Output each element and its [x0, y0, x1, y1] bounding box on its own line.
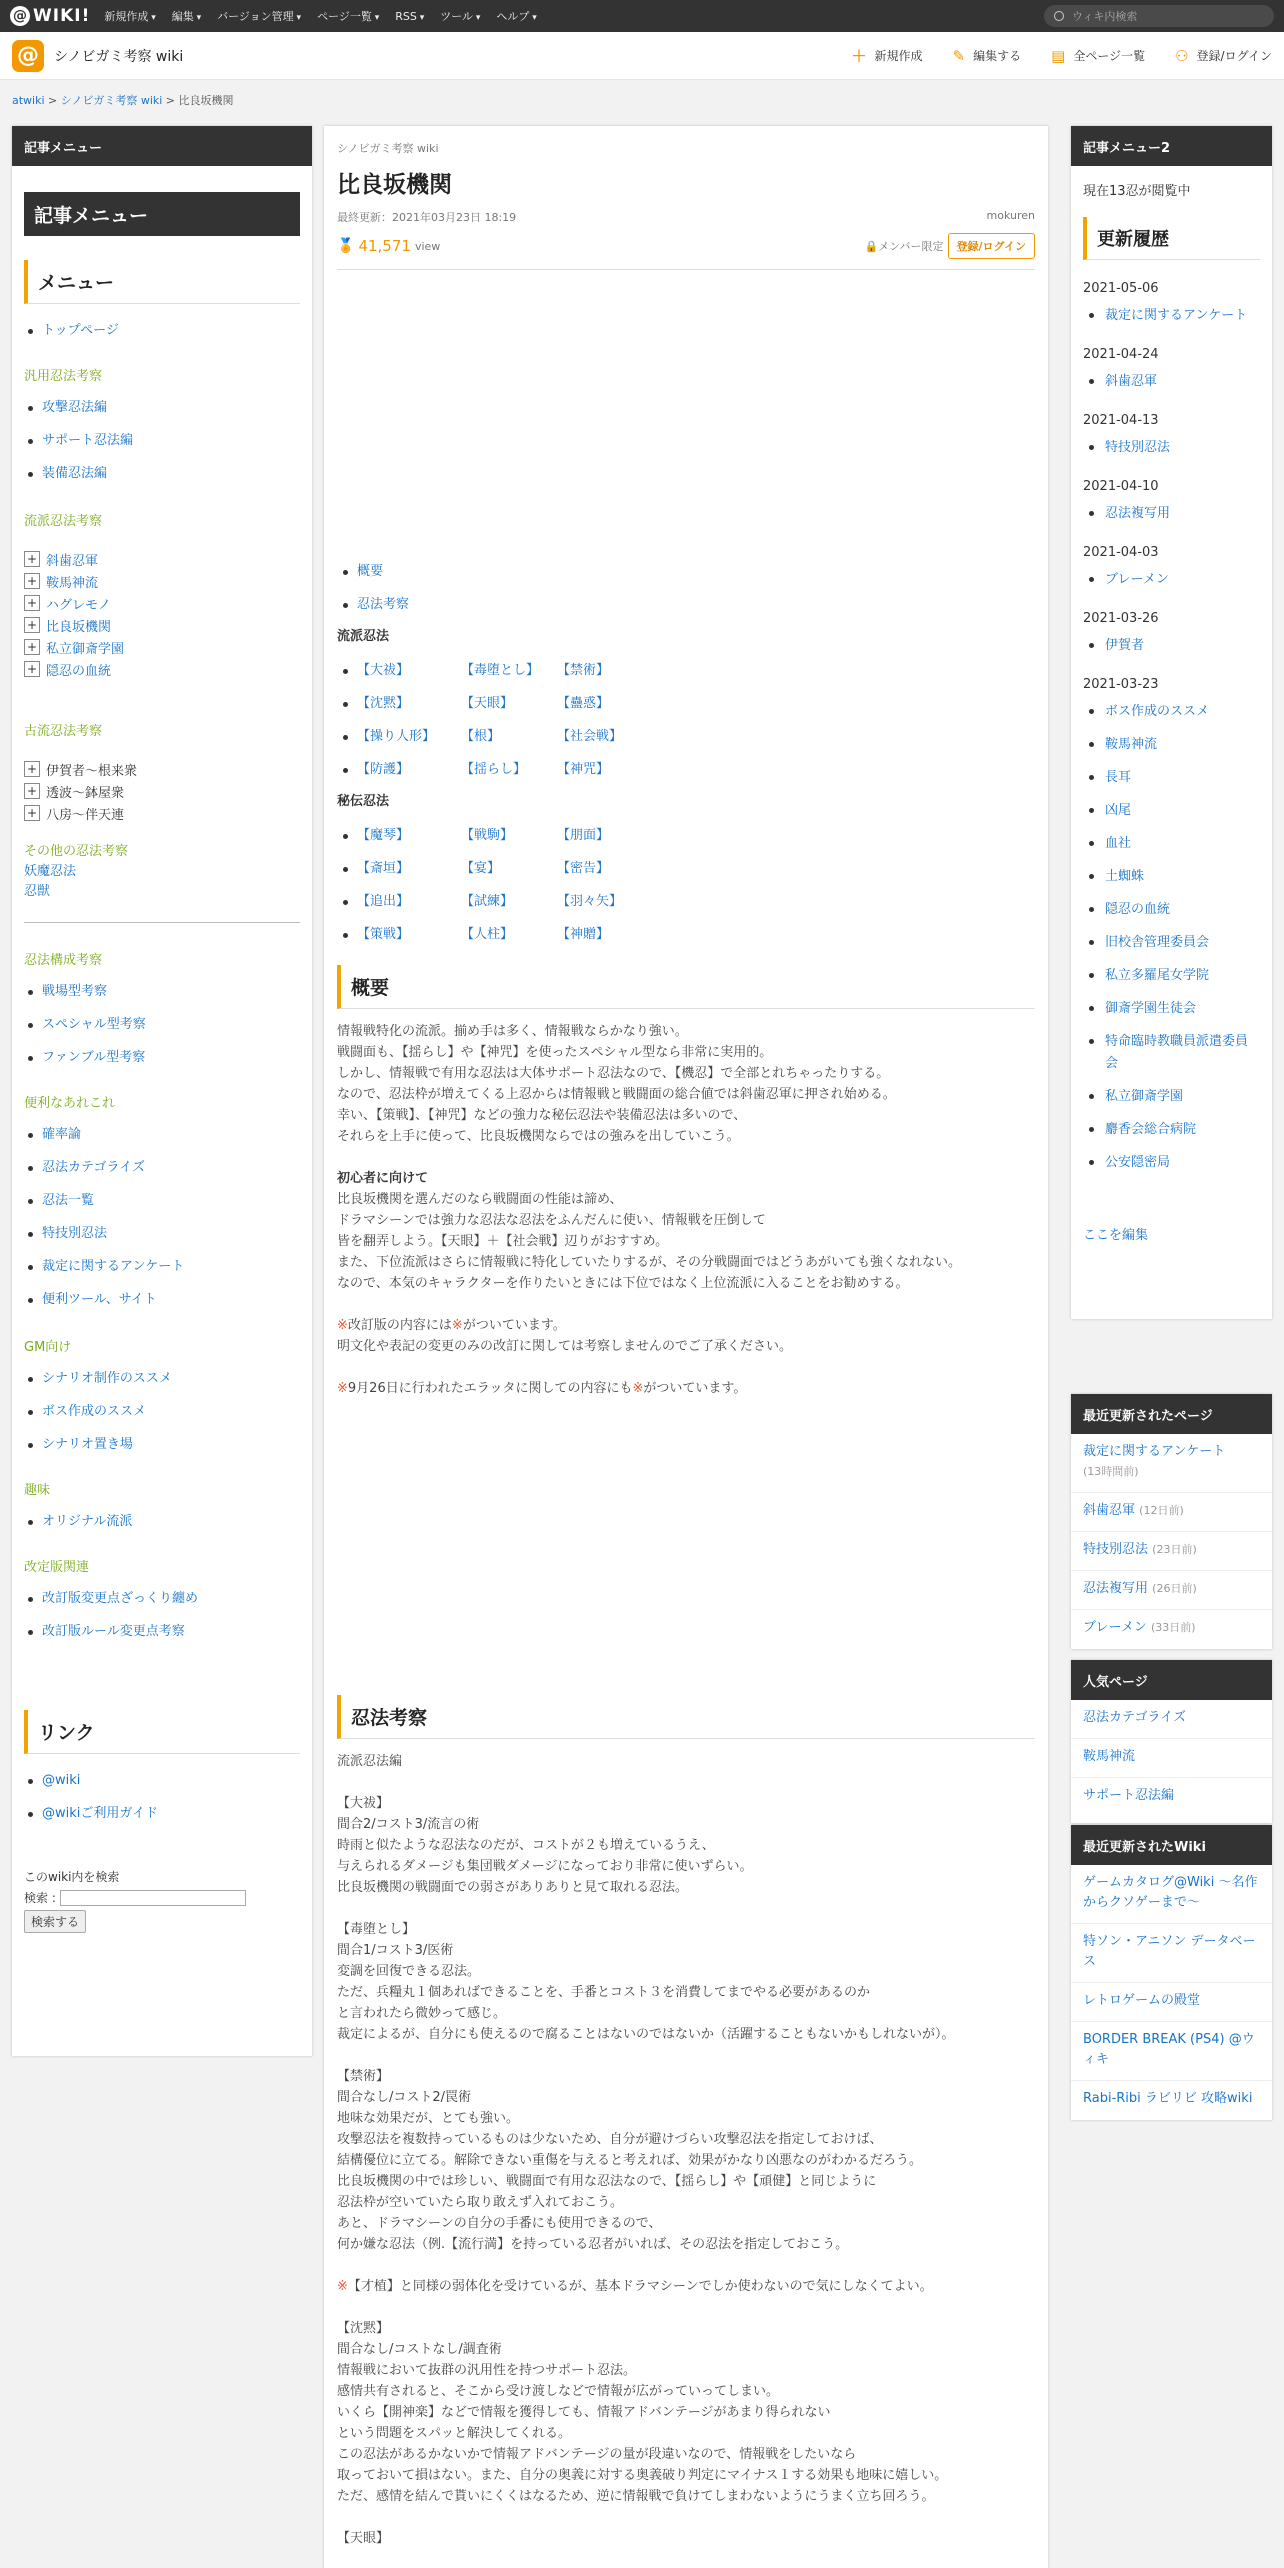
history-link[interactable]: 特技別忍法: [1105, 440, 1171, 455]
school-heading[interactable]: 流派忍法考察: [24, 514, 103, 529]
history-link[interactable]: 伊賀者: [1105, 638, 1145, 653]
popular-page-item[interactable]: 鞍馬神流: [1071, 1739, 1272, 1778]
ad-space: [337, 270, 1035, 555]
user-add-icon: ⚇: [1175, 46, 1189, 65]
atwiki-logo[interactable]: @ WIKI!: [10, 6, 90, 26]
nav-build-2[interactable]: ファンブル型考察: [42, 1050, 146, 1065]
popular-page-item[interactable]: 忍法カテゴライズ: [1071, 1700, 1272, 1739]
wiki-name-label: シノビガミ考察 wiki: [337, 142, 439, 155]
nav-gm-1[interactable]: ボス作成のススメ: [42, 1404, 147, 1419]
last-updated: 最終更新：2021年03月23日 18:19: [337, 211, 517, 224]
nav-build-0[interactable]: 戦場型考察: [42, 984, 108, 999]
wiki-search-label: 検索 :: [24, 1891, 56, 1905]
page-title: 比良坂機関: [337, 172, 452, 198]
history-link[interactable]: 忍法複写用: [1105, 506, 1171, 521]
toc-overview[interactable]: 概要: [357, 564, 384, 579]
recent-page-item[interactable]: 忍法複写用 (26日前): [1071, 1571, 1272, 1610]
ad-space-2: [337, 1399, 1035, 1681]
nav-useful-3[interactable]: 特技別忍法: [42, 1226, 108, 1241]
entry-name: 【毒堕とし】: [337, 1922, 416, 1937]
history-link[interactable]: 土蜘蛛: [1105, 869, 1145, 884]
expand-icon[interactable]: +: [24, 595, 40, 611]
menu-tools[interactable]: ツール ▾: [440, 8, 480, 24]
ancient-heading[interactable]: 古流忍法考察: [24, 724, 103, 739]
recent-wiki-item[interactable]: ゲームカタログ@Wiki ～名作からクソゲーまで～: [1071, 1865, 1272, 1924]
toc-ninpo[interactable]: 忍法考察: [357, 597, 410, 612]
register-login-button[interactable]: 登録/ログイン: [948, 233, 1035, 259]
expand-icon[interactable]: +: [24, 661, 40, 677]
entry-name: 【禁術】: [337, 2069, 390, 2084]
other-heading[interactable]: その他の忍法考察: [24, 844, 129, 859]
history-link[interactable]: 私立御斎学園: [1105, 1089, 1184, 1104]
nav-useful-2[interactable]: 忍法一覧: [42, 1193, 95, 1208]
breadcrumb-current: 比良坂機関: [178, 94, 234, 107]
beginner-heading: 初心者に向けて: [337, 1171, 429, 1186]
history-link[interactable]: 麝香会総合病院: [1105, 1122, 1197, 1137]
divider: [24, 922, 300, 923]
recent-wiki-item[interactable]: BORDER BREAK (PS4) @ウィキ: [1071, 2022, 1272, 2081]
author: mokuren: [986, 209, 1035, 222]
school-ninpo-grid: 【大祓】 【毒堕とし】 【禁術】 【沈黙】 【天眼】 【蠱惑】 【操り人形】 【根】 【社会戦】 【防護】 【揺らし】 【神咒】: [337, 654, 1035, 786]
overview-text: 情報戦特化の流派。揃め手は多く、情報戦ならかなり強い。 戦闘面も、【揺らし】や【神咒】を使ったスペシャル型なら非常に実用的。 しかし、情報戦で有用な忍法は大体サポート忍法なので、【機忍】で全部とれちゃったりする。 なので、忍法枠が増えてくる上忍からは情報戦と戦闘面の総合値では斜歯忍軍に押され始める。 幸い、【策戦】、【神咒】などの強力な秘伝忍法や装備忍法は多いので、 それらを上手に使って、比良坂機関ならではの強みを出していこう。 初心者に向けて 比良坂機関を選んだのなら戦闘面の性能は諦め、 ドラマシーンでは強力な忍法な忍法をふんだんに使い、情報戦を圧倒して 皆を翻弄しよう。【天眼】＋【社会戦】辺りがおすすめ。 また、下位流派はさらに情報戦に特化していたりするが、その分戦闘面ではどうあがいても強くなれない。 なので、本気のキャラクターを作りたいときには下位ではなく上位流派に入ることをお勧めする。 ※改訂版の内容には※がついています。 明文化や表記の変更のみの改訂に関しては考察しませんのでご了承ください。 ※9月26日に行われたエラッタに関しての内容にも※がついています。: [337, 1021, 1035, 1399]
menu-edit[interactable]: 編集 ▾: [172, 8, 201, 24]
school-item[interactable]: + 私立御斎学園: [24, 636, 300, 658]
school-item[interactable]: + 斜歯忍軍: [24, 548, 300, 570]
nav-rev-0[interactable]: 改訂版変更点ざっくり纏め: [42, 1591, 199, 1606]
expand-icon[interactable]: +: [24, 761, 40, 777]
secret-ninpo-grid: 【魔琴】 【戦駒】 【朋面】 【斎垣】 【宴】 【密告】 【追出】 【試練】 【羽々矢】 【策戦】 【人柱】 【神贈】: [337, 819, 1035, 951]
nav-rev-1[interactable]: 改訂版ルール変更点考察: [42, 1624, 185, 1639]
recent-page-item[interactable]: 特技別忍法 (23日前): [1071, 1532, 1272, 1571]
menu-version[interactable]: バージョン管理 ▾: [217, 8, 301, 24]
entry-name: 【大祓】: [337, 1796, 390, 1811]
all-pages-button[interactable]: ▤ 全ページ一覧: [1051, 46, 1146, 65]
menu-heading: メニュー: [24, 260, 300, 304]
nav-top-page[interactable]: トップページ: [42, 323, 119, 338]
history-link[interactable]: 裁定に関するアンケート: [1105, 308, 1248, 323]
ancient-item[interactable]: + 八房～伴天連: [24, 802, 300, 824]
overview-heading: 概要: [337, 965, 1035, 1009]
new-page-button[interactable]: ＋ 新規作成: [851, 47, 923, 65]
school-ninpo-label: 流派忍法: [337, 629, 390, 644]
history-link[interactable]: 血社: [1105, 836, 1132, 851]
table-of-contents: [337, 555, 1035, 621]
menu-pages[interactable]: ページ一覧 ▾: [317, 8, 379, 24]
school-item[interactable]: + 比良坂機関: [24, 614, 300, 636]
menu-rss[interactable]: RSS ▾: [395, 10, 424, 23]
general-heading[interactable]: 汎用忍法考察: [24, 369, 103, 384]
history-link[interactable]: 公安隠密局: [1105, 1155, 1171, 1170]
history-heading: 更新履歴: [1083, 217, 1260, 260]
recent-page-item[interactable]: 裁定に関するアンケート (13時間前): [1071, 1434, 1272, 1493]
link-atwiki[interactable]: @wiki: [42, 1773, 81, 1788]
ninpo-text: 流派忍法編 【大祓】 間合2/コスト3/流言の術 時雨と似たような忍法なのだが、コストが２も増えているうえ、 与えられるダメージも集団戦ダメージになっており非常に使いずらい。 比良坂機関の戦闘面での弱さがありありと見て取れる忍法。 【毒堕とし】 間合1/コスト3/医術 変調を回復できる忍法。 ただ、兵糧丸１個あればできることを、手番とコスト３を消費してまでやる必要があるのか と言われたら微妙って感じ。 裁定によるが、自分にも使えるので腐ることはないのではないか（活躍することもないかもしれないが）。 【禁術】 間合なし/コスト2/罠術 地味な効果だが、とても強い。 攻撃忍法を複数持っているものは少ないため、自分が避けづらい攻撃忍法を指定しておけば、 結構優位に立てる。解除できない重傷を与えると考えれば、効果がかなり凶悪なのがわかるだろう。 比良坂機関の中では珍しい、戦闘面で有用な忍法なので、【揺らし】や【頑健】と同じように 忍法枠が空いていたら取り敢えず入れておこう。 あと、ドラマシーンの自分の手番にも使用できるので、 何か嫌な忍法（例.【流行満】を持っている忍者がいれば、その忍法を指定しておこう。 ※【才植】と同様の弱体化を受けているが、基本ドラマシーンでしか使わないので気にしなくてよい。 【沈黙】 間合なし/コストなし/調査術 情報戦において抜群の汎用性を持つサポート忍法。 感情共有されると、そこから受け渡しなどで情報が広がっていってしまい。 いくら【開神楽】などで情報を獲得しても、情報アドバンテージがあまり得られない という問題をスパッと解決してくれる。 この忍法があるかないかで情報アドバンテージの量が段違いなので、情報戦をしたいなら 取っておいて損はない。また、自分の奥義に対する奥義破り判定にマイナス１する効果も地味に嬉しい。 ただ、感情を結んで貰いにくくはなるため、逆に情報戦で負けてしまわないようにうまく立ち回ろう。 【天眼】: [337, 1751, 1035, 2549]
rev-heading[interactable]: 改定版関連: [24, 1560, 90, 1575]
plus-icon: ＋: [851, 47, 867, 65]
history-link[interactable]: 鞍馬神流: [1105, 737, 1158, 752]
wiki-search-input[interactable]: ウィキ内検索: [1044, 5, 1274, 27]
lock-icon: 🔒: [864, 239, 879, 253]
right-sidebar: 記事メニュー2 現在13忍が閲覧中 更新履歴 2021-05-06 裁定に関するアンケート 2021-04-24 斜歯忍軍 2021-04-13 特技別忍法 2021-04-10 忍法複写用 2021-04-03 ブレーメン 2021-03-26 伊賀者 2021-03-23 ボス作成のススメ 鞍馬神流 長耳 凶尾 血社 土蜘蛛 隠忍の血統 旧校舎管理委員会 私立多羅尾女学院 御斎学園生徒会 特命臨時教職員派遣委員会 私立御斎学園 麝香会総合病院 公安隠密局 ここを編集: [1071, 126, 1272, 1319]
pages-icon: ▤: [1051, 46, 1066, 65]
recent-wiki-item[interactable]: レトロゲームの殿堂: [1071, 1983, 1272, 2022]
expand-icon[interactable]: +: [24, 783, 40, 799]
ancient-item[interactable]: + 透波～鉢屋衆: [24, 780, 300, 802]
nav-hobby-0[interactable]: オリジナル流派: [42, 1514, 133, 1529]
nav-useful-1[interactable]: 忍法カテゴライズ: [42, 1160, 145, 1175]
nav-other-1[interactable]: 忍獣: [24, 884, 51, 899]
expand-icon[interactable]: +: [24, 551, 40, 567]
left-sidebar: [12, 126, 312, 2056]
nav-useful-4[interactable]: 裁定に関するアンケート: [42, 1259, 185, 1274]
nav-build-1[interactable]: スペシャル型考察: [42, 1017, 146, 1032]
popular-pages-header: 人気ページ: [1071, 1660, 1272, 1700]
menu-help[interactable]: ヘルプ ▾: [496, 8, 536, 24]
history-link[interactable]: 旧校舎管理委員会: [1105, 935, 1210, 950]
history-link[interactable]: 隠忍の血統: [1105, 902, 1171, 917]
nav-useful-5[interactable]: 便利ツール、サイト: [42, 1292, 157, 1307]
menu-new[interactable]: 新規作成 ▾: [104, 8, 155, 24]
main-content: シノビガミ考察 wiki 比良坂機関 最終更新：2021年03月23日 18:19 mokuren 🏅 41,571 view 🔒 メンバー限定 登録/ログイン 概要 忍法考察 流派忍法 【大祓】 【毒堕とし】 【禁術】 【沈黙】 【天眼】 【蠱惑】 【操り人形】 【根】 【社会戦】 【防護】 【揺らし】 【神咒】 秘伝忍法 【魔琴】 【戦駒】 【朋面】 【斎垣】 【宴】 【密告】 【追出】 【試練】 【羽々矢】 【策戦】 【人柱】 【神贈】 概要 情報戦特化の流派。揃め手は多く、情報戦ならかなり強い。 戦闘面も、【揺らし】や【神咒】を使ったスペシャル型なら非常に実用的。 しかし、情報戦で有用な忍法は大体サポート忍法なので、【機忍】で全部とれちゃったりする。 なので、忍法枠が増えてくる上忍からは情報戦と戦闘面の総合値では斜歯忍軍に押され始める。 幸い、【策戦】、【神咒】などの強力な秘伝忍法や装備忍法は多いので、 それらを上手に使って、比良坂機関ならではの強みを出していこう。 初心者に向けて 比良坂機関を選んだのなら戦闘面の性能は諦め、 ドラマシーンでは強力な忍法な忍法をふんだんに使い、情報戦を圧倒して 皆を翻弄しよう。【天眼】＋【社会戦】辺りがおすすめ。 また、下位流派はさらに情報戦に特化していたりするが、その分戦闘面ではどうあがいても強くなれない。 なので、本気のキャラクターを作りたいときには下位ではなく上位流派に入ることをお勧めする。 ※改訂版の内容には※がついています。 明文化や表記の変更のみの改訂に関しては考察しませんのでご了承ください。 ※9月26日に行われたエラッタに関しての内容にも※がついています。 忍法考察 流派忍法編 【大祓】 間合2/コスト3/流言の術 時雨と似たような忍法なのだが、コストが２も増えているうえ、 与えられるダメージも集団戦ダメージになっており非常に使いずらい。 比良坂機関の戦闘面での弱さがありありと見て取れる忍法。 【毒堕とし】 間合1/コスト3/医術 変調を回復できる忍法。 ただ、兵糧丸１個あればできることを、手番とコスト３を消費してまでやる必要があるのか と言われたら微妙って感じ。 裁定によるが、自分にも使えるので腐ることはないのではないか（活躍することもないかもしれないが）。 【禁術】 間合なし/コスト2/罠術 地味な効果だが、とても強い。 攻撃忍法を複数持っているものは少ないため、自分が避けづらい攻撃忍法を指定しておけば、 結構優位に立てる。解除できない重傷を与えると考えれば、効果がかなり凶悪なのがわかるだろう。 比良坂機関の中では珍しい、戦闘面で有用な忍法なので、【揺らし】や【頑健】と同じように 忍法枠が空いていたら取り敢えず入れておこう。 あと、ドラマシーンの自分の手番にも使用できるので、 何か嫌な忍法（例.【流行満】を持っている忍者がいれば、その忍法を指定しておこう。 ※【才植】と同様の弱体化を受けているが、基本ドラマシーンでしか使わないので気にしなくてよい。 【沈黙】 間合なし/コストなし/調査術 情報戦において抜群の汎用性を持つサポート忍法。 感情共有されると、そこから受け渡しなどで情報が広がっていってしまい。 いくら【開神楽】などで情報を獲得しても、情報アドバンテージがあまり得られない という問題をスパッと解決してくれる。 この忍法があるかないかで情報アドバンテージの量が段違いなので、情報戦をしたいなら 取っておいて損はない。また、自分の奥義に対する奥義破り判定にマイナス１する効果も地味に嬉しい。 ただ、感情を結んで貰いにくくはなるため、逆に情報戦で負けてしまわないようにうまく立ち回ろう。 【天眼】: [324, 126, 1048, 2568]
nav-gm-2[interactable]: シナリオ置き場: [42, 1437, 133, 1452]
ancient-item[interactable]: + 伊賀者～根来衆: [24, 758, 300, 780]
link-heading: リンク: [24, 1710, 300, 1754]
edit-button[interactable]: ✎ 編集する: [952, 46, 1022, 65]
entry-name: 【天眼】: [337, 2531, 390, 2546]
history-link[interactable]: 特命臨時教職員派遣委員会: [1105, 1034, 1249, 1071]
global-navbar: [0, 0, 1284, 32]
view-count-icon: 🏅: [337, 238, 355, 254]
entry-name: 【沈黙】: [337, 2321, 390, 2336]
gm-heading[interactable]: GM向け: [24, 1340, 72, 1355]
view-count: 41,571: [358, 237, 411, 255]
history-link[interactable]: ブレーメン: [1105, 572, 1169, 587]
nav-general-0[interactable]: 攻撃忍法編: [42, 400, 108, 415]
hobby-heading[interactable]: 趣味: [24, 1483, 51, 1498]
school-item[interactable]: + 隠忍の血統: [24, 658, 300, 680]
popular-page-item[interactable]: サポート忍法編: [1083, 1788, 1175, 1803]
recent-pages-panel: [1071, 1394, 1272, 1649]
recent-pages-header: 最近更新されたページ: [1071, 1394, 1272, 1434]
recent-wiki-item[interactable]: Rabi-Ribi ラビリビ 攻略wiki: [1083, 2091, 1253, 2106]
recent-wiki-item[interactable]: 特ソン・アニソン データベース: [1071, 1924, 1272, 1983]
nav-general-1[interactable]: サポート忍法編: [42, 433, 134, 448]
site-header: [0, 32, 1284, 80]
history-link[interactable]: 私立多羅尾女学院: [1105, 968, 1210, 983]
site-name[interactable]: シノビガミ考察 wiki: [54, 48, 184, 65]
wiki-search-button[interactable]: 検索する: [24, 1910, 86, 1933]
history-link[interactable]: 長耳: [1105, 770, 1132, 785]
history-link[interactable]: ボス作成のススメ: [1105, 704, 1210, 719]
nav-general-2[interactable]: 装備忍法編: [42, 466, 108, 481]
recent-wikis-panel: [1071, 1825, 1272, 2120]
nav-useful-0[interactable]: 確率論: [42, 1127, 82, 1142]
secret-ninpo-label: 秘伝忍法: [337, 794, 390, 809]
recent-wikis-header: 最近更新されたWiki: [1071, 1825, 1272, 1865]
breadcrumb: atwiki > シノビガミ考察 wiki > 比良坂機関: [12, 94, 234, 107]
login-button[interactable]: ⚇ 登録/ログイン: [1175, 46, 1272, 65]
expand-icon[interactable]: +: [24, 639, 40, 655]
history-link[interactable]: 凶尾: [1105, 803, 1132, 818]
nav-gm-0[interactable]: シナリオ制作のススメ: [42, 1371, 172, 1386]
pencil-icon: ✎: [952, 46, 966, 65]
wiki-search-title: このwiki内を検索: [24, 1870, 120, 1884]
school-item[interactable]: + 鞍馬神流: [24, 570, 300, 592]
popular-pages-panel: [1071, 1660, 1272, 1823]
useful-heading[interactable]: 便利なあれこれ: [24, 1096, 116, 1111]
recent-page-item[interactable]: 斜歯忍軍 (12日前): [1071, 1493, 1272, 1532]
history-link[interactable]: 御斎学園生徒会: [1105, 1001, 1197, 1016]
nav-other-0[interactable]: 妖魔忍法: [24, 864, 77, 879]
build-heading[interactable]: 忍法構成考察: [24, 953, 103, 968]
breadcrumb-atwiki[interactable]: atwiki: [12, 94, 45, 107]
search-icon: [1054, 11, 1064, 21]
history-link[interactable]: 斜歯忍軍: [1105, 374, 1158, 389]
right-sidebar-header: 記事メニュー2: [1071, 126, 1272, 166]
online-count: 現在13忍が閲覧中: [1083, 184, 1191, 199]
wiki-search-field[interactable]: [60, 1890, 246, 1906]
revision-note: ※改訂版の内容には※がついています。: [337, 1318, 566, 1333]
recent-page-item[interactable]: ブレーメン (33日前): [1083, 1620, 1196, 1635]
ninpo-heading: 忍法考察: [337, 1695, 1035, 1739]
member-only-label: メンバー限定: [878, 240, 944, 253]
breadcrumb-wiki[interactable]: シノビガミ考察 wiki: [60, 94, 163, 107]
expand-icon[interactable]: +: [24, 805, 40, 821]
school-item[interactable]: + ハグレモノ: [24, 592, 300, 614]
errata-note: ※9月26日に行われたエラッタに関しての内容にも※がついています。: [337, 1381, 747, 1396]
article-menu-title: 記事メニュー: [24, 192, 300, 236]
edit-menu-link[interactable]: ここを編集: [1083, 1228, 1149, 1243]
site-logo-icon[interactable]: @: [12, 40, 44, 72]
link-guide[interactable]: @wikiご利用ガイド: [42, 1806, 158, 1821]
left-sidebar-header: 記事メニュー: [12, 126, 312, 166]
expand-icon[interactable]: +: [24, 573, 40, 589]
expand-icon[interactable]: +: [24, 617, 40, 633]
